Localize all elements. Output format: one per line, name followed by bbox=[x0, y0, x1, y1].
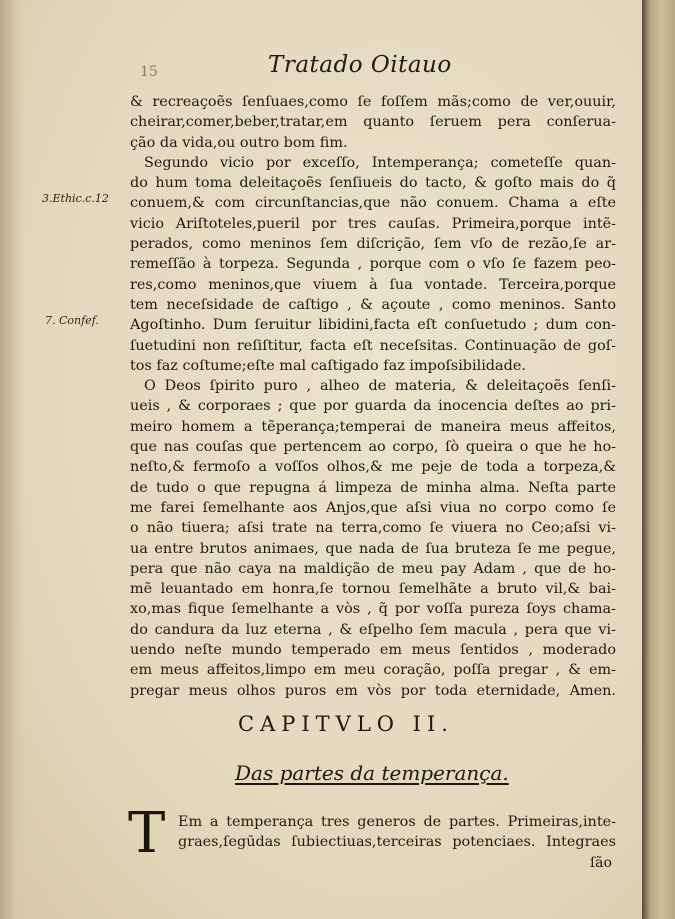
text-line: uendo neſte mundo temperado em meus ſentidos , moderado bbox=[130, 642, 616, 659]
margin-note-confes: 7. Confef. bbox=[45, 314, 99, 327]
text-line: cheirar,comer,beber,tratar,em quanto ſeruem pera conſerua- bbox=[130, 114, 616, 131]
corner-mark: 15 bbox=[140, 64, 158, 80]
text-line: meiro homem a tẽperança;temperai de maneira meus affeitos, bbox=[130, 418, 616, 435]
text-line: o não tiuera; aſsi trate na terra,como ſe viuera no Ceo;aſsi vi- bbox=[130, 520, 616, 537]
chapter-body bbox=[178, 812, 616, 853]
text-line: mẽ leuantado em honra,ſe tornou ſemelhãte a bruto vil,& bai- bbox=[130, 581, 616, 598]
page-header: Tratado Oitauo bbox=[268, 52, 452, 78]
text-line: pera que não caya na maldição de meu pay Adam , que de ho- bbox=[130, 560, 616, 577]
text-line: xo,mas fique ſemelhante a vòs , q̃ por voſſa pureza ſoys chama- bbox=[130, 601, 616, 618]
text-line: do candura da luz eterna , & eſpelho ſem macula , pera que vi- bbox=[130, 621, 616, 638]
text-line: O Deos ſpirito puro , alheo de materia, & deleitaçoẽs ſenſi- bbox=[144, 378, 616, 395]
text-line: graes,ſegūdas ſubiectiuas,terceiras potenciaes. Integraes bbox=[178, 834, 616, 851]
catchword: ſão bbox=[590, 855, 612, 871]
text-line: Em a temperança tres generos de partes. Primeiras,inte- bbox=[178, 814, 616, 830]
text-line: de tudo o que repugna á limpeza de minha alma. Neſta parte bbox=[130, 479, 616, 496]
text-line: res,como meninos,que viuem à ſua vontade. Terceira,porque bbox=[130, 276, 616, 293]
text-line: vicio Ariſtoteles,pueril por tres cauſas. Primeira,porque intẽ- bbox=[130, 215, 616, 232]
text-line: Segundo vicio por exceſſo, Intemperança; cometeſſe quan- bbox=[144, 154, 616, 171]
next-page-edge bbox=[642, 0, 675, 919]
text-line: ueis , & corporaes ; que por guarda da inocencia deſtes ao pri- bbox=[130, 398, 616, 415]
page-gutter bbox=[0, 0, 26, 919]
text-line: neſto,& fermoſo a voſſos olhos,& me peje de toda a torpeza,& bbox=[130, 459, 616, 476]
text-line: ção da vida,ou outro bom fim. bbox=[130, 134, 348, 151]
text-line: perados, como meninos ſem diſcrição, ſem vſo de rezão,ſe ar- bbox=[130, 236, 616, 253]
text-line: Agoſtinho. Dum ſeruitur libidini,facta eſt conſuetudo ; dum con- bbox=[130, 317, 616, 334]
text-line: que nas couſas que pertencem ao corpo, ſò queira o que he ho- bbox=[130, 439, 616, 456]
text-line: remeſſão à torpeza. Segunda , porque com o vſo ſe fazem peo- bbox=[130, 256, 616, 273]
text-line: do hum toma deleitaçoẽs ſenſiueis do tacto, & goſto mais do q̃ bbox=[130, 175, 616, 192]
chapter-title: CAPITVLO II. bbox=[238, 712, 454, 736]
body-text bbox=[130, 92, 616, 701]
chapter-subtitle: Das partes da temperança. bbox=[235, 761, 509, 785]
margin-note-ethic: 3.Ethic.c.12 bbox=[42, 192, 109, 205]
text-line: me farei ſemelhante aos Anjos,que aſsi viua no corpo como ſe bbox=[130, 499, 616, 516]
text-line: ua entre brutos animaes, que nada de ſua bruteza ſe me pegue, bbox=[130, 540, 616, 557]
text-line: tem neceſsidade de caſtigo , & açoute , como meninos. Santo bbox=[130, 296, 616, 313]
text-line: & recreaçoẽs ſenſuaes,como ſe foſſem mãs;como de ver,ouuir, bbox=[130, 94, 616, 110]
drop-cap: T bbox=[128, 801, 166, 866]
text-line: em meus affeitos,limpo em meu coração, poſſa pregar , & em- bbox=[130, 662, 616, 679]
text-line: conuem,& com circunſtancias,que não conuem. Chama a eſte bbox=[130, 195, 616, 212]
text-line: tos faz coſtume;eſte mal caſtigado faz impoſsibilidade. bbox=[130, 357, 526, 374]
text-line: ſuetudini non reſiſtitur, facta eſt neceſsitas. Continuação de goſ- bbox=[130, 337, 616, 354]
text-line: pregar meus olhos puros em vòs por toda eternidade, Amen. bbox=[130, 682, 616, 699]
